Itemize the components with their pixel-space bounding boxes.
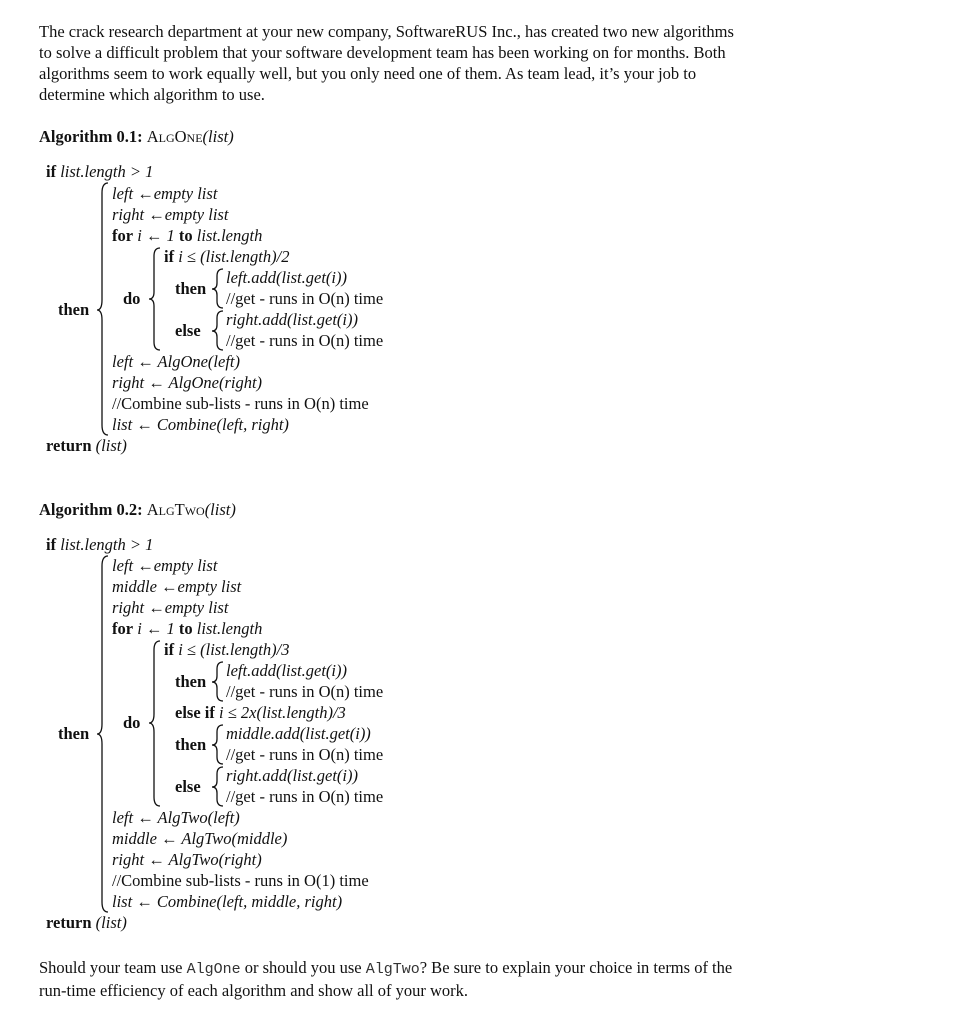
alg1-caption-arg: (list) xyxy=(202,127,234,146)
question-paragraph xyxy=(39,957,739,1001)
alg1-for-end: list.length xyxy=(196,226,263,245)
alg2-return-keyword: return xyxy=(46,913,92,932)
alg1-then-add: left.add(list.get(i)) xyxy=(226,268,347,287)
alg2-then1-add: left.add(list.get(i)) xyxy=(226,661,347,680)
alg1-left-init: left ←empty list xyxy=(112,184,218,203)
alg2-caption-label: Algorithm 0.2: xyxy=(39,500,143,519)
question-code-algtwo: AlgTwo xyxy=(365,961,420,978)
brace-alg2-then xyxy=(97,556,108,912)
alg1-inner-then-keyword: then xyxy=(175,279,207,298)
alg2-then1-comment: //get - runs in O(n) time xyxy=(226,682,384,701)
brace-alg2-then2-branch xyxy=(212,725,223,764)
alg2-for-keyword: for xyxy=(112,619,134,638)
alg1-for-range: i ← 1 xyxy=(137,226,175,245)
alg1-caption-label: Algorithm 0.1: xyxy=(39,127,143,146)
alg2-elseif-line xyxy=(175,703,346,723)
alg1-for-keyword: for xyxy=(112,226,134,245)
alg1-caption-name: AlgOne xyxy=(146,127,203,146)
question-text-3: ? Be sure to explain your choice in terms of the run-time efficiency of each algorithm and show all of your work. xyxy=(39,958,733,1000)
alg1-inner-if-condition: i ≤ (list.length)/2 xyxy=(178,247,290,266)
brace-alg1-else-branch xyxy=(212,311,223,350)
brace-alg1-then xyxy=(97,183,108,435)
question-text-2: or should you use xyxy=(240,958,366,977)
alg2-else-comment: //get - runs in O(n) time xyxy=(226,787,384,806)
alg1-then-comment: //get - runs in O(n) time xyxy=(226,289,384,308)
alg1-else-add: right.add(list.get(i)) xyxy=(226,310,358,329)
alg1-do-keyword: do xyxy=(123,289,141,308)
alg2-left-init: left ←empty list xyxy=(112,556,218,575)
brace-alg2-else-branch xyxy=(212,767,223,806)
alg1-recurse-left: left ← AlgOne(left) xyxy=(112,352,240,371)
alg2-elseif-condition: i ≤ 2x(list.length)/3 xyxy=(218,703,346,722)
alg1-inner-if-line xyxy=(164,247,289,267)
alg2-inner-if-keyword: if xyxy=(164,640,175,659)
alg2-for-line xyxy=(112,619,262,639)
alg2-then-keyword: then xyxy=(58,724,90,743)
alg2-caption-name: AlgTwo xyxy=(146,500,205,519)
alg2-caption xyxy=(39,500,236,520)
brace-alg1-do xyxy=(149,248,160,350)
alg2-do-keyword: do xyxy=(123,713,141,732)
alg2-return-line xyxy=(46,913,127,933)
alg1-else-comment: //get - runs in O(n) time xyxy=(226,331,384,350)
alg2-then2-comment: //get - runs in O(n) time xyxy=(226,745,384,764)
alg2-for-range: i ← 1 xyxy=(137,619,175,638)
alg1-return-keyword: return xyxy=(46,436,92,455)
alg1-else-keyword: else xyxy=(175,321,201,340)
alg1-combine-line: list ← Combine(left, right) xyxy=(112,415,289,434)
alg2-then2-add: middle.add(list.get(i)) xyxy=(226,724,371,743)
alg2-middle-init: middle ←empty list xyxy=(112,577,242,596)
alg1-caption xyxy=(39,127,234,147)
alg2-recurse-middle: middle ← AlgTwo(middle) xyxy=(112,829,288,848)
alg2-elseif-keyword: else if xyxy=(175,703,215,722)
alg1-combine-comment: //Combine sub-lists - runs in O(n) time xyxy=(112,394,369,413)
alg2-inner-if-condition: i ≤ (list.length)/3 xyxy=(178,640,290,659)
alg2-combine-line: list ← Combine(left, middle, right) xyxy=(112,892,343,911)
brace-alg1-then-branch xyxy=(212,269,223,308)
alg2-then2-keyword: then xyxy=(175,735,207,754)
alg1-inner-if-keyword: if xyxy=(164,247,175,266)
alg2-inner-if-line xyxy=(164,640,289,660)
alg2-return-value: (list) xyxy=(95,913,127,932)
alg2-then1-keyword: then xyxy=(175,672,207,691)
alg2-caption-arg: (list) xyxy=(204,500,236,519)
alg2-if-keyword: if xyxy=(46,535,57,554)
alg2-to-keyword: to xyxy=(178,619,193,638)
alg2-combine-comment: //Combine sub-lists - runs in O(1) time xyxy=(112,871,369,890)
alg1-for-line xyxy=(112,226,262,246)
question-code-algone: AlgOne xyxy=(186,961,241,978)
alg1-return-line xyxy=(46,436,127,456)
alg1-if-line xyxy=(46,162,153,182)
brace-alg2-then1-branch xyxy=(212,662,223,701)
question-text-1: Should your team use xyxy=(39,958,187,977)
alg2-recurse-right: right ← AlgTwo(right) xyxy=(112,850,262,869)
alg2-else-add: right.add(list.get(i)) xyxy=(226,766,358,785)
alg1-then-keyword: then xyxy=(58,300,90,319)
alg2-recurse-left: left ← AlgTwo(left) xyxy=(112,808,240,827)
alg2-right-init: right ←empty list xyxy=(112,598,229,617)
alg1-return-value: (list) xyxy=(95,436,127,455)
alg1-right-init: right ←empty list xyxy=(112,205,229,224)
alg1-to-keyword: to xyxy=(178,226,193,245)
alg2-if-condition: list.length > 1 xyxy=(60,535,154,554)
alg2-else-keyword: else xyxy=(175,777,201,796)
brace-alg2-do xyxy=(149,641,160,806)
alg1-if-condition: list.length > 1 xyxy=(60,162,154,181)
intro-paragraph: The crack research department at your new company, SoftwareRUS Inc., has created two new algorithms to solve a difficult problem that your software development team has been working on for months. Both algorithms seem to work equally well, but you only need one of them. As team lead, it’s your job to determine which algorithm to use. xyxy=(39,22,734,104)
alg1-recurse-right: right ← AlgOne(right) xyxy=(112,373,263,392)
alg2-if-line xyxy=(46,535,153,555)
alg2-for-end: list.length xyxy=(196,619,263,638)
alg1-if-keyword: if xyxy=(46,162,57,181)
